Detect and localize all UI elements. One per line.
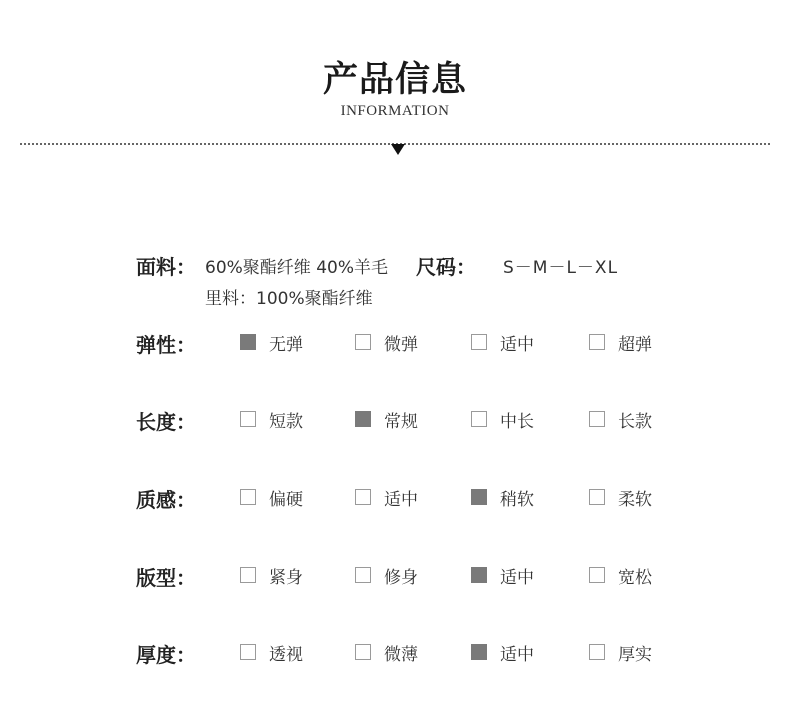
option-label: 偏硬 [269, 489, 303, 510]
unchecked-box-icon[interactable] [240, 411, 256, 427]
option-elasticity-3[interactable] [471, 332, 534, 355]
option-label: 适中 [500, 644, 534, 665]
option-length-1[interactable] [240, 409, 303, 432]
option-label: 透视 [269, 644, 303, 665]
option-elasticity-4[interactable] [589, 332, 652, 355]
option-label: 宽松 [618, 567, 652, 588]
attribute-label-fit: 版型： [136, 566, 196, 590]
option-label: 无弹 [269, 334, 303, 355]
unchecked-box-icon[interactable] [589, 334, 605, 350]
option-thickness-3[interactable] [471, 642, 534, 665]
option-length-4[interactable] [589, 409, 652, 432]
option-texture-4[interactable] [589, 487, 652, 510]
option-label: 适中 [500, 334, 534, 355]
attribute-label-texture: 质感： [136, 488, 196, 512]
option-label: 长款 [618, 411, 652, 432]
fabric-label: 面料： [136, 255, 196, 279]
option-thickness-4[interactable] [589, 642, 652, 665]
option-fit-1[interactable] [240, 565, 303, 588]
checked-box-icon[interactable] [355, 411, 371, 427]
down-triangle-icon [391, 144, 405, 155]
unchecked-box-icon[interactable] [240, 489, 256, 505]
unchecked-box-icon[interactable] [355, 334, 371, 350]
option-label: 适中 [500, 567, 534, 588]
attribute-label-length: 长度： [136, 410, 196, 434]
page-subtitle: INFORMATION [340, 103, 450, 119]
unchecked-box-icon[interactable] [589, 567, 605, 583]
unchecked-box-icon[interactable] [589, 644, 605, 660]
unchecked-box-icon[interactable] [355, 567, 371, 583]
checked-box-icon[interactable] [240, 334, 256, 350]
option-length-3[interactable] [471, 409, 534, 432]
unchecked-box-icon[interactable] [355, 489, 371, 505]
fabric-value: 60%聚酯纤维 40%羊毛 [205, 258, 388, 278]
option-elasticity-1[interactable] [240, 332, 303, 355]
page-title: 产品信息 [322, 60, 467, 100]
option-texture-3[interactable] [471, 487, 534, 510]
checked-box-icon[interactable] [471, 567, 487, 583]
lining-value: 里料：100%聚酯纤维 [205, 289, 373, 309]
attribute-label-thickness: 厚度： [136, 643, 196, 667]
option-thickness-1[interactable] [240, 642, 303, 665]
option-label: 短款 [269, 411, 303, 432]
option-label: 超弹 [618, 334, 652, 355]
option-label: 常规 [384, 411, 418, 432]
option-label: 厚实 [618, 644, 652, 665]
option-label: 紧身 [269, 567, 303, 588]
option-texture-1[interactable] [240, 487, 303, 510]
unchecked-box-icon[interactable] [240, 567, 256, 583]
option-label: 中长 [500, 411, 534, 432]
option-label: 微薄 [384, 644, 418, 665]
option-label: 稍软 [500, 489, 534, 510]
option-fit-2[interactable] [355, 565, 418, 588]
option-fit-3[interactable] [471, 565, 534, 588]
option-label: 柔软 [618, 489, 652, 510]
option-length-2[interactable] [355, 409, 418, 432]
option-label: 微弹 [384, 334, 418, 355]
option-thickness-2[interactable] [355, 642, 418, 665]
option-label: 适中 [384, 489, 418, 510]
option-fit-4[interactable] [589, 565, 652, 588]
option-elasticity-2[interactable] [355, 332, 418, 355]
unchecked-box-icon[interactable] [589, 411, 605, 427]
size-value: S－M－L－XL [503, 258, 619, 278]
checked-box-icon[interactable] [471, 644, 487, 660]
option-texture-2[interactable] [355, 487, 418, 510]
unchecked-box-icon[interactable] [240, 644, 256, 660]
unchecked-box-icon[interactable] [589, 489, 605, 505]
option-label: 修身 [384, 567, 418, 588]
unchecked-box-icon[interactable] [471, 411, 487, 427]
unchecked-box-icon[interactable] [471, 334, 487, 350]
attribute-label-elasticity: 弹性： [136, 333, 196, 357]
size-label: 尺码： [416, 255, 476, 279]
unchecked-box-icon[interactable] [355, 644, 371, 660]
checked-box-icon[interactable] [471, 489, 487, 505]
